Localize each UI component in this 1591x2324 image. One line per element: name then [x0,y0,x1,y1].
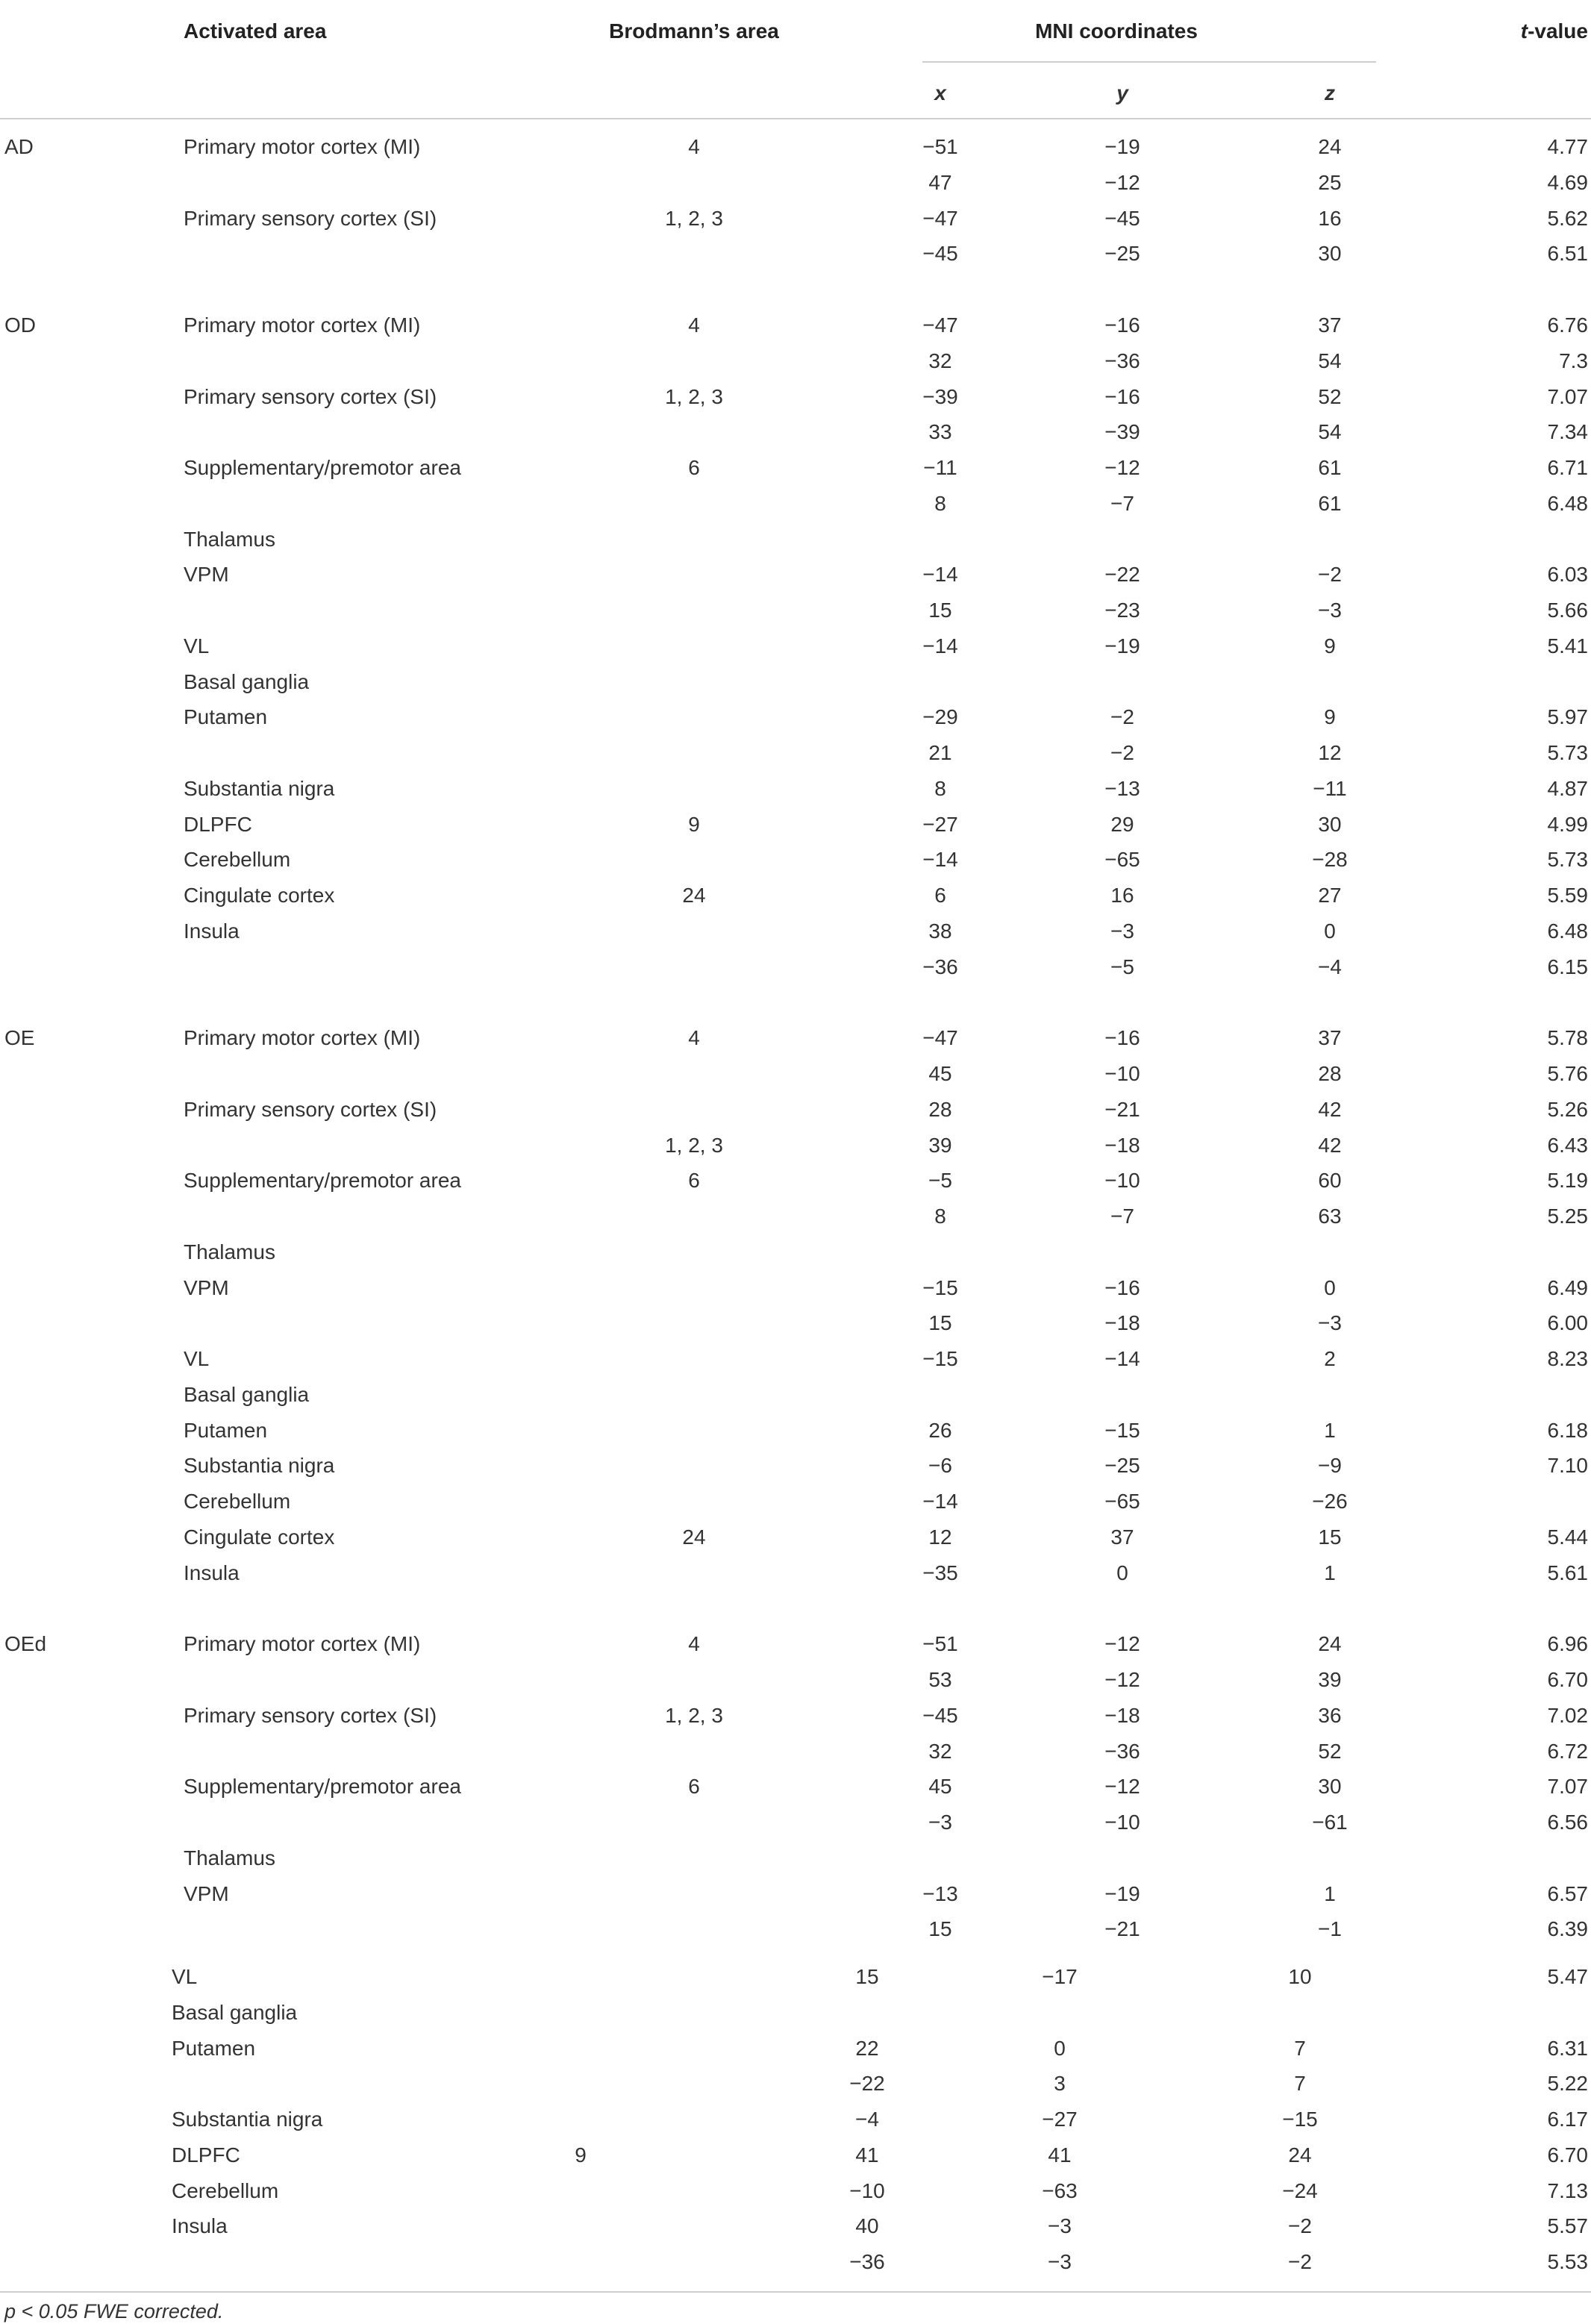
cell-t-value: 8.23 [1547,1347,1588,1370]
cell-x: 15 [855,1965,879,1988]
cell-x: −47 [922,1026,958,1050]
cell-y: −65 [1104,848,1140,872]
cell-t-value: 5.59 [1547,884,1588,907]
cell-x: 21 [928,741,952,764]
cell-z: 52 [1318,1739,1342,1763]
cell-x: −15 [922,1275,958,1299]
cell-y: −12 [1104,1632,1140,1656]
cell-brodmann: 6 [688,1775,700,1799]
cell-x: 45 [928,1062,952,1085]
cell-x: 41 [855,2143,879,2167]
cell-y: −36 [1104,1739,1140,1763]
cell-area: Insula [184,919,240,943]
cell-x: −45 [922,1703,958,1727]
cell-area: VPM [184,1881,229,1905]
bottom-rule [0,2291,1591,2293]
cell-brodmann: 9 [575,2143,587,2167]
cell-z: 30 [1318,242,1342,266]
cell-x: −51 [922,1632,958,1656]
cell-area: Putamen [184,705,268,729]
cell-x: 8 [934,491,946,515]
cell-z: 2 [1324,1347,1336,1370]
cell-z: 39 [1318,1668,1342,1691]
cell-x: −29 [922,705,958,729]
cell-y: −12 [1104,456,1140,479]
cell-x: 12 [928,1525,952,1549]
cell-area: Basal ganglia [172,2000,298,2024]
cell-t-value: 6.72 [1547,1739,1588,1763]
cell-area: Primary sensory cortex (SI) [184,206,437,230]
cell-brodmann: 4 [688,313,700,337]
cell-y: 29 [1110,812,1134,836]
cell-area: Thalamus [184,1240,275,1263]
cell-t-value: 5.22 [1547,2072,1588,2096]
cell-t-value: 5.44 [1547,1525,1588,1549]
cell-y: −12 [1104,1668,1140,1691]
cell-t-value: 7.34 [1547,420,1588,444]
cell-z: 60 [1318,1169,1342,1193]
cell-area: Basal ganglia [184,1382,310,1406]
cell-x: 53 [928,1668,952,1691]
cell-y: −45 [1104,206,1140,230]
group-label: OE [4,1026,35,1050]
cell-z: −15 [1282,2108,1318,2131]
cell-x: −14 [922,1490,958,1513]
cell-z: 24 [1318,1632,1342,1656]
cell-x: 15 [928,1917,952,1941]
cell-y: −2 [1110,705,1134,729]
cell-x: −45 [922,242,958,266]
cell-y: −27 [1042,2108,1078,2131]
cell-brodmann: 1, 2, 3 [665,1703,723,1727]
cell-x: −39 [922,384,958,408]
cell-y: 37 [1110,1525,1134,1549]
cell-t-value: 6.96 [1547,1632,1588,1656]
cell-t-value: 4.69 [1547,170,1588,194]
cell-t-value: 5.73 [1547,848,1588,872]
cell-z: 16 [1318,206,1342,230]
cell-y: −21 [1104,1097,1140,1121]
cell-x: −11 [923,456,957,479]
cell-t-value: 6.76 [1547,313,1588,337]
cell-x: 26 [928,1418,952,1442]
cell-y: −17 [1042,1965,1078,1988]
cell-y: −18 [1104,1703,1140,1727]
cell-t-value: 6.70 [1547,1668,1588,1691]
cell-x: −6 [928,1454,952,1478]
cell-area: VPM [184,1275,229,1299]
cell-y: 0 [1116,1561,1128,1584]
cell-y: −18 [1104,1311,1140,1335]
cell-area: VL [184,1347,210,1370]
cell-brodmann: 4 [688,1632,700,1656]
cell-x: −14 [922,848,958,872]
cell-t-value: 6.03 [1547,563,1588,587]
cell-area: Primary sensory cortex (SI) [184,384,437,408]
cell-area: Primary motor cortex (MI) [184,1026,421,1050]
cell-z: 7 [1294,2036,1306,2060]
group-label: OEd [4,1632,47,1656]
cell-t-value: 5.62 [1547,206,1588,230]
cell-y: −25 [1104,1454,1140,1478]
cell-x: 28 [928,1097,952,1121]
cell-z: −4 [1318,955,1342,978]
cell-x: −36 [849,2250,885,2273]
cell-area: Primary motor cortex (MI) [184,1632,421,1656]
cell-t-value: 5.57 [1547,2214,1588,2238]
cell-area: Primary motor cortex (MI) [184,313,421,337]
cell-t-value: 5.66 [1547,599,1588,622]
cell-t-value: 5.26 [1547,1097,1588,1121]
cell-z: 1 [1324,1881,1336,1905]
cell-area: Supplementary/premotor area [184,456,461,479]
cell-area: Primary sensory cortex (SI) [184,1703,437,1727]
cell-t-value: 7.02 [1547,1703,1588,1727]
cell-y: −18 [1104,1133,1140,1157]
header-z: z [1325,81,1335,104]
cell-y: −7 [1110,1205,1134,1228]
header-rule [0,118,1591,119]
cell-area: Thalamus [184,527,275,551]
cell-t-value: 6.49 [1547,1275,1588,1299]
cell-t-value: 4.99 [1547,812,1588,836]
cell-x: 15 [928,599,952,622]
cell-y: −16 [1104,1275,1140,1299]
cell-t-value: 6.70 [1547,2143,1588,2167]
cell-x: 45 [928,1775,952,1799]
cell-t-value: 5.61 [1547,1561,1588,1584]
cell-y: 3 [1054,2072,1066,2096]
cell-area: Cerebellum [184,1490,291,1513]
cell-z: 42 [1318,1133,1342,1157]
cell-y: −19 [1104,1881,1140,1905]
cell-z: 15 [1318,1525,1342,1549]
cell-z: −61 [1312,1811,1348,1834]
cell-t-value: 6.57 [1547,1881,1588,1905]
cell-area: Cingulate cortex [184,1525,335,1549]
header-activated-area: Activated area [184,19,327,43]
cell-z: −28 [1312,848,1348,872]
footnote: p < 0.05 FWE corrected. [4,2300,224,2323]
header-brodmann-area: Brodmann’s area [609,19,779,43]
cell-y: −23 [1104,599,1140,622]
cell-y: −16 [1104,384,1140,408]
cell-z: 0 [1324,919,1336,943]
cell-z: −26 [1312,1490,1348,1513]
cell-y: −19 [1104,135,1140,158]
cell-brodmann: 1, 2, 3 [665,206,723,230]
cell-z: 12 [1318,741,1342,764]
cell-z: 27 [1318,884,1342,907]
cell-z: 24 [1318,135,1342,158]
cell-y: −16 [1104,1026,1140,1050]
cell-t-value: 5.41 [1547,634,1588,657]
cell-area: Putamen [184,1418,268,1442]
mni-underline [922,61,1376,63]
cell-t-value: 6.31 [1547,2036,1588,2060]
cell-z: −2 [1288,2250,1312,2273]
cell-x: −27 [922,812,958,836]
cell-brodmann: 6 [688,456,700,479]
cell-area: Insula [184,1561,240,1584]
cell-x: 15 [928,1311,952,1335]
cell-t-value: 5.78 [1547,1026,1588,1050]
cell-x: −14 [922,563,958,587]
cell-t-value: 7.07 [1547,384,1588,408]
cell-t-value: 7.3 [1559,349,1588,372]
cell-area: DLPFC [184,812,252,836]
cell-y: −25 [1104,242,1140,266]
cell-y: −5 [1110,955,1134,978]
cell-y: −13 [1104,776,1140,800]
cell-z: −3 [1318,599,1342,622]
cell-z: −24 [1282,2178,1318,2202]
cell-x: 8 [934,1205,946,1228]
cell-y: 16 [1110,884,1134,907]
header-t-value [1521,19,1588,44]
cell-y: −21 [1104,1917,1140,1941]
cell-x: −36 [922,955,958,978]
cell-x: −5 [928,1169,952,1193]
cell-x: 8 [934,776,946,800]
cell-y: −2 [1110,741,1134,764]
cell-t-value: 7.07 [1547,1775,1588,1799]
cell-t-value: 6.39 [1547,1917,1588,1941]
cell-z: 61 [1318,491,1342,515]
cell-area: Substantia nigra [184,776,335,800]
cell-z: 63 [1318,1205,1342,1228]
cell-x: −47 [922,206,958,230]
cell-x: 32 [928,1739,952,1763]
cell-x: 39 [928,1133,952,1157]
cell-t-value: 6.56 [1547,1811,1588,1834]
cell-t-value: 5.53 [1547,2250,1588,2273]
cell-t-value: 4.77 [1547,135,1588,158]
cell-area: Cingulate cortex [184,884,335,907]
cell-area: Putamen [172,2036,256,2060]
cell-t-value: 6.43 [1547,1133,1588,1157]
header-y: y [1116,81,1128,104]
cell-z: −11 [1313,776,1347,800]
cell-y: −39 [1104,420,1140,444]
cell-area: DLPFC [172,2143,240,2167]
cell-z: 61 [1318,456,1342,479]
cell-y: −16 [1104,313,1140,337]
cell-area: Substantia nigra [172,2108,323,2131]
cell-z: 36 [1318,1703,1342,1727]
cell-x: −35 [922,1561,958,1584]
cell-x: 32 [928,349,952,372]
cell-x: 33 [928,420,952,444]
cell-x: −4 [855,2108,879,2131]
cell-z: 30 [1318,1775,1342,1799]
cell-brodmann: 4 [688,1026,700,1050]
cell-y: −10 [1104,1811,1140,1834]
cell-area: Primary sensory cortex (SI) [184,1097,437,1121]
cell-y: −65 [1104,1490,1140,1513]
cell-z: 54 [1318,420,1342,444]
cell-area: VL [172,1965,198,1988]
cell-y: −14 [1104,1347,1140,1370]
cell-y: −15 [1104,1418,1140,1442]
group-label: OD [4,313,36,337]
cell-area: VL [184,634,210,657]
cell-brodmann: 1, 2, 3 [665,1133,723,1157]
cell-y: −10 [1104,1169,1140,1193]
cell-z: 1 [1324,1418,1336,1442]
cell-y: −22 [1104,563,1140,587]
cell-t-value: 6.15 [1547,955,1588,978]
cell-brodmann: 6 [688,1169,700,1193]
cell-y: −7 [1110,491,1134,515]
cell-area: Thalamus [184,1846,275,1869]
cell-brodmann: 24 [682,884,706,907]
cell-t-value: 6.17 [1547,2108,1588,2131]
cell-z: −2 [1318,563,1342,587]
cell-x: 38 [928,919,952,943]
cell-z: 1 [1324,1561,1336,1584]
cell-area: Insula [172,2214,228,2238]
cell-z: 10 [1288,1965,1312,1988]
cell-z: 0 [1324,1275,1336,1299]
cell-area: Basal ganglia [184,669,310,693]
cell-brodmann: 4 [688,135,700,158]
cell-brodmann: 24 [682,1525,706,1549]
cell-z: 25 [1318,170,1342,194]
cell-t-value: 5.19 [1547,1169,1588,1193]
cell-brodmann: 9 [688,812,700,836]
cell-t-value: 6.18 [1547,1418,1588,1442]
cell-z: 37 [1318,313,1342,337]
cell-z: 42 [1318,1097,1342,1121]
cell-x: 40 [855,2214,879,2238]
cell-t-value: 5.47 [1547,1965,1588,1988]
cell-area: Cerebellum [172,2178,279,2202]
cell-t-value: 7.13 [1547,2178,1588,2202]
cell-z: 24 [1288,2143,1312,2167]
cell-t-value: 5.97 [1547,705,1588,729]
cell-t-value: 6.71 [1547,456,1588,479]
cell-y: 41 [1048,2143,1072,2167]
cell-t-value: 5.76 [1547,1062,1588,1085]
cell-z: −3 [1318,1311,1342,1335]
cell-z: 9 [1324,634,1336,657]
cell-y: −63 [1042,2178,1078,2202]
cell-z: 9 [1324,705,1336,729]
cell-y: −3 [1048,2214,1072,2238]
cell-x: 22 [855,2036,879,2060]
cell-z: −1 [1318,1917,1342,1941]
cell-area: VPM [184,563,229,587]
cell-t-value: 5.73 [1547,741,1588,764]
cell-x: 47 [928,170,952,194]
cell-z: −9 [1318,1454,1342,1478]
group-label: AD [4,135,34,158]
cell-x: 6 [934,884,946,907]
cell-y: −10 [1104,1062,1140,1085]
cell-z: 52 [1318,384,1342,408]
cell-x: −14 [922,634,958,657]
cell-z: 30 [1318,812,1342,836]
header-t-letter: t [1520,19,1528,43]
cell-y: −3 [1110,919,1134,943]
cell-t-value: 4.87 [1547,776,1588,800]
cell-x: −3 [928,1811,952,1834]
cell-area: Primary motor cortex (MI) [184,135,421,158]
cell-z: 54 [1318,349,1342,372]
cell-area: Cerebellum [184,848,291,872]
cell-y: −3 [1048,2250,1072,2273]
cell-area: Supplementary/premotor area [184,1169,461,1193]
cell-y: −19 [1104,634,1140,657]
header-x: x [934,81,946,104]
cell-z: 7 [1294,2072,1306,2096]
cell-x: −15 [922,1347,958,1370]
cell-x: −22 [849,2072,885,2096]
cell-y: −12 [1104,170,1140,194]
cell-t-value: 6.48 [1547,491,1588,515]
header-t-suffix: -value [1528,19,1588,43]
cell-t-value: 7.10 [1547,1454,1588,1478]
cell-t-value: 5.25 [1547,1205,1588,1228]
cell-y: −36 [1104,349,1140,372]
cell-y: −12 [1104,1775,1140,1799]
cell-t-value: 6.48 [1547,919,1588,943]
cell-x: −13 [922,1881,958,1905]
header-mni-coordinates: MNI coordinates [1035,19,1198,43]
cell-z: 37 [1318,1026,1342,1050]
cell-t-value: 6.00 [1547,1311,1588,1335]
cell-x: −10 [849,2178,885,2202]
cell-area: Supplementary/premotor area [184,1775,461,1799]
cell-x: −47 [922,313,958,337]
cell-area: Substantia nigra [184,1454,335,1478]
cell-z: 28 [1318,1062,1342,1085]
cell-x: −51 [922,135,958,158]
cell-t-value: 6.51 [1547,242,1588,266]
cell-z: −2 [1288,2214,1312,2238]
cell-y: 0 [1054,2036,1066,2060]
cell-brodmann: 1, 2, 3 [665,384,723,408]
